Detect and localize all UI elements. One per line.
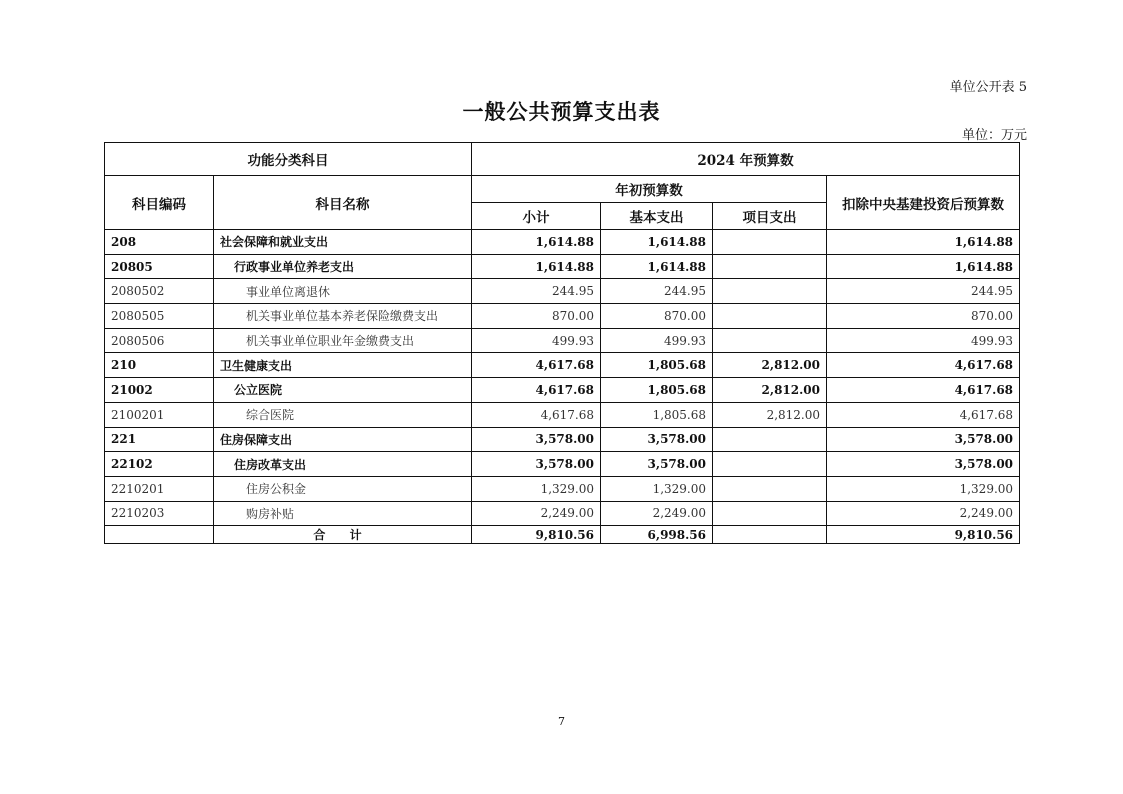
row-basic: 3,578.00: [601, 427, 713, 452]
row-project: [713, 427, 827, 452]
table-row: [105, 452, 1020, 477]
row-after-deduction: 4,617.68: [827, 353, 1020, 378]
row-name: 事业单位离退休: [214, 279, 472, 304]
row-subtotal: 1,614.88: [472, 254, 601, 279]
row-basic: 1,614.88: [601, 254, 713, 279]
total-basic: 6,998.56: [601, 526, 713, 544]
row-subtotal: 3,578.00: [472, 452, 601, 477]
unit-label: 单位：万元: [961, 128, 1027, 143]
row-subtotal: 1,614.88: [472, 230, 601, 255]
row-name: 综合医院: [214, 402, 472, 427]
total-subtotal: 9,810.56: [472, 526, 601, 544]
table-row: [105, 402, 1020, 427]
row-after-deduction: 4,617.68: [827, 402, 1020, 427]
row-project: 2,812.00: [713, 353, 827, 378]
table-row: [105, 230, 1020, 255]
row-project: [713, 328, 827, 353]
row-project: 2,812.00: [713, 402, 827, 427]
row-basic: 3,578.00: [601, 452, 713, 477]
row-after-deduction: 1,614.88: [827, 230, 1020, 255]
after-deduction-header: 扣除中央基建投资后预算数: [827, 176, 1020, 230]
row-code: 21002: [105, 378, 214, 403]
row-name: 住房保障支出: [214, 427, 472, 452]
row-basic: 244.95: [601, 279, 713, 304]
row-project: [713, 501, 827, 526]
row-code: 2210201: [105, 476, 214, 501]
row-after-deduction: 1,614.88: [827, 254, 1020, 279]
row-subtotal: 4,617.68: [472, 402, 601, 427]
table-row: [105, 254, 1020, 279]
table-header: [105, 143, 1020, 230]
table-row: [105, 328, 1020, 353]
initial-budget-header: 年初预算数: [472, 176, 827, 203]
row-name: 社会保障和就业支出: [214, 230, 472, 255]
total-after-deduction: 9,810.56: [827, 526, 1020, 544]
total-row: [105, 526, 1020, 544]
name-header: 科目名称: [214, 176, 472, 230]
row-code: 2210203: [105, 501, 214, 526]
row-basic: 499.93: [601, 328, 713, 353]
row-subtotal: 1,329.00: [472, 476, 601, 501]
row-after-deduction: 4,617.68: [827, 378, 1020, 403]
code-header: 科目编码: [105, 176, 214, 230]
row-project: [713, 476, 827, 501]
row-subtotal: 4,617.68: [472, 353, 601, 378]
table-row: [105, 279, 1020, 304]
row-after-deduction: 244.95: [827, 279, 1020, 304]
row-code: 208: [105, 230, 214, 255]
row-after-deduction: 2,249.00: [827, 501, 1020, 526]
row-basic: 1,614.88: [601, 230, 713, 255]
row-subtotal: 4,617.68: [472, 378, 601, 403]
row-project: 2,812.00: [713, 378, 827, 403]
row-subtotal: 2,249.00: [472, 501, 601, 526]
row-after-deduction: 870.00: [827, 304, 1020, 329]
page-title: 一般公共预算支出表: [462, 99, 661, 124]
row-code: 2080505: [105, 304, 214, 329]
row-code: 22102: [105, 452, 214, 477]
row-basic: 1,805.68: [601, 353, 713, 378]
row-subtotal: 3,578.00: [472, 427, 601, 452]
row-code: 20805: [105, 254, 214, 279]
page-number: 7: [558, 715, 565, 728]
row-after-deduction: 499.93: [827, 328, 1020, 353]
row-name: 住房公积金: [214, 476, 472, 501]
table-row: [105, 304, 1020, 329]
total-code-cell: [105, 526, 214, 544]
subtotal-header: 小计: [472, 203, 601, 230]
row-name: 行政事业单位养老支出: [214, 254, 472, 279]
row-basic: 2,249.00: [601, 501, 713, 526]
table-row: [105, 476, 1020, 501]
project-header: 项目支出: [713, 203, 827, 230]
table-row: [105, 427, 1020, 452]
budget-table: [104, 142, 1020, 544]
basic-header: 基本支出: [601, 203, 713, 230]
row-basic: 1,805.68: [601, 378, 713, 403]
table-row: [105, 378, 1020, 403]
functional-class-header: 功能分类科目: [105, 143, 472, 176]
table-row: [105, 353, 1020, 378]
row-code: 2080502: [105, 279, 214, 304]
row-name: 卫生健康支出: [214, 353, 472, 378]
row-name: 公立医院: [214, 378, 472, 403]
row-project: [713, 304, 827, 329]
row-project: [713, 254, 827, 279]
row-name: 机关事业单位职业年金缴费支出: [214, 328, 472, 353]
row-basic: 870.00: [601, 304, 713, 329]
row-after-deduction: 3,578.00: [827, 427, 1020, 452]
row-subtotal: 870.00: [472, 304, 601, 329]
row-code: 210: [105, 353, 214, 378]
row-after-deduction: 3,578.00: [827, 452, 1020, 477]
row-basic: 1,805.68: [601, 402, 713, 427]
row-basic: 1,329.00: [601, 476, 713, 501]
total-project: [713, 526, 827, 544]
row-project: [713, 452, 827, 477]
table-row: [105, 501, 1020, 526]
row-after-deduction: 1,329.00: [827, 476, 1020, 501]
row-subtotal: 499.93: [472, 328, 601, 353]
row-name: 购房补贴: [214, 501, 472, 526]
row-project: [713, 230, 827, 255]
row-name: 机关事业单位基本养老保险缴费支出: [214, 304, 472, 329]
form-code-label: 单位公开表 5: [949, 80, 1027, 95]
table-body: [105, 230, 1020, 526]
row-subtotal: 244.95: [472, 279, 601, 304]
row-code: 221: [105, 427, 214, 452]
row-name: 住房改革支出: [214, 452, 472, 477]
total-label: 合 计: [214, 526, 472, 544]
budget-year-header: 2024 年预算数: [472, 143, 1020, 176]
row-project: [713, 279, 827, 304]
row-code: 2080506: [105, 328, 214, 353]
row-code: 2100201: [105, 402, 214, 427]
